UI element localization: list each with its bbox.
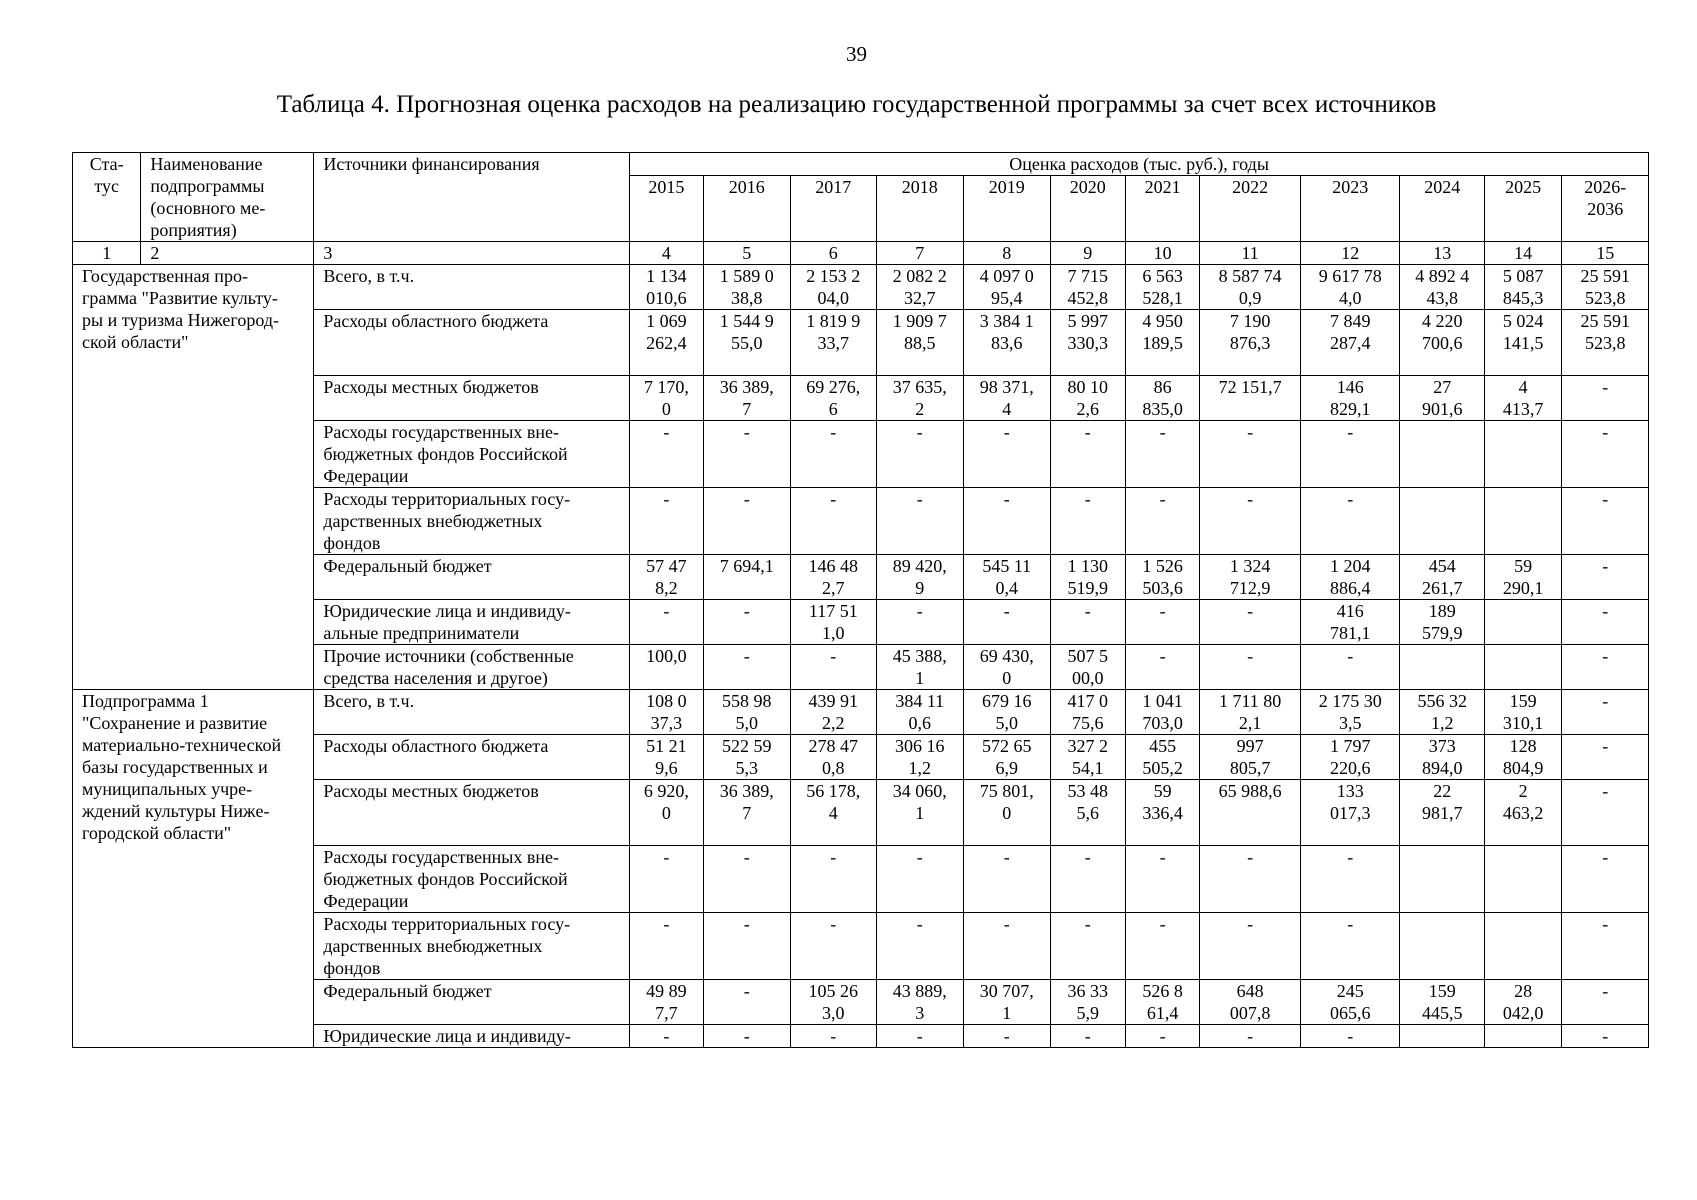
row-value-10: - xyxy=(1125,846,1199,913)
row-value-11: 65 988,6 xyxy=(1200,780,1301,846)
row-value-6: 2 153 2 04,0 xyxy=(791,265,876,310)
row-value-7: - xyxy=(876,913,963,980)
row-value-11: - xyxy=(1200,645,1301,690)
row-value-4: 51 21 9,6 xyxy=(630,735,703,780)
row-value-10: - xyxy=(1125,421,1199,488)
header-year-1: 2015 xyxy=(630,176,703,242)
row-value-10: - xyxy=(1125,645,1199,690)
row-value-8: 69 430, 0 xyxy=(964,645,1050,690)
row-value-6: 105 26 3,0 xyxy=(791,980,876,1025)
row-value-5: - xyxy=(703,846,790,913)
row-value-9: 327 2 54,1 xyxy=(1050,735,1125,780)
row-value-9: - xyxy=(1050,846,1125,913)
row-group-name: Государственная про- грамма "Развитие культу- ры и туризма Нижегород- ской области" xyxy=(73,265,314,690)
row-value-15: - xyxy=(1562,555,1649,600)
row-value-15: 25 591 523,8 xyxy=(1562,310,1649,376)
row-value-6: - xyxy=(791,1025,876,1048)
row-value-12: - xyxy=(1300,913,1400,980)
row-value-14: 4 413,7 xyxy=(1484,376,1561,421)
row-value-13 xyxy=(1400,846,1484,913)
row-value-13: 4 892 4 43,8 xyxy=(1400,265,1484,310)
column-number-14: 14 xyxy=(1484,242,1561,265)
row-value-10: - xyxy=(1125,488,1199,555)
row-value-4: - xyxy=(630,913,703,980)
column-number-1: 1 xyxy=(73,242,141,265)
row-value-8: 679 16 5,0 xyxy=(964,690,1050,735)
row-value-9: - xyxy=(1050,421,1125,488)
column-number-9: 9 xyxy=(1050,242,1125,265)
row-value-4: 1 069 262,4 xyxy=(630,310,703,376)
row-value-12: 416 781,1 xyxy=(1300,600,1400,645)
row-value-9: - xyxy=(1050,1025,1125,1048)
row-value-7: 2 082 2 32,7 xyxy=(876,265,963,310)
row-value-12: 2 175 30 3,5 xyxy=(1300,690,1400,735)
row-value-10: - xyxy=(1125,600,1199,645)
row-value-12: 1 797 220,6 xyxy=(1300,735,1400,780)
row-source-label: Расходы территориальных госу- дарственных внебюджетных фондов xyxy=(314,913,630,980)
row-value-9: 80 10 2,6 xyxy=(1050,376,1125,421)
row-value-6: 146 48 2,7 xyxy=(791,555,876,600)
row-value-7: 306 16 1,2 xyxy=(876,735,963,780)
row-value-13: 159 445,5 xyxy=(1400,980,1484,1025)
table-row xyxy=(73,265,1649,310)
row-value-4: 7 170, 0 xyxy=(630,376,703,421)
row-value-13: 189 579,9 xyxy=(1400,600,1484,645)
row-value-9: 417 0 75,6 xyxy=(1050,690,1125,735)
row-value-5: 36 389, 7 xyxy=(703,376,790,421)
row-value-8: 98 371, 4 xyxy=(964,376,1050,421)
row-value-8: - xyxy=(964,488,1050,555)
row-value-10: - xyxy=(1125,1025,1199,1048)
row-source-label: Юридические лица и индивиду- альные предприниматели xyxy=(314,600,630,645)
row-value-11: 8 587 74 0,9 xyxy=(1200,265,1301,310)
header-year-10: 2024 xyxy=(1400,176,1484,242)
row-value-8: - xyxy=(964,846,1050,913)
row-source-label: Расходы местных бюджетов xyxy=(314,376,630,421)
row-value-10: 6 563 528,1 xyxy=(1125,265,1199,310)
row-source-label: Расходы областного бюджета xyxy=(314,735,630,780)
row-value-9: 1 130 519,9 xyxy=(1050,555,1125,600)
row-value-13: 27 901,6 xyxy=(1400,376,1484,421)
row-value-6: - xyxy=(791,488,876,555)
row-value-8: 4 097 0 95,4 xyxy=(964,265,1050,310)
row-value-5: 1 589 0 38,8 xyxy=(703,265,790,310)
header-year-3: 2017 xyxy=(791,176,876,242)
row-value-11: - xyxy=(1200,488,1301,555)
row-value-11: - xyxy=(1200,846,1301,913)
row-value-5: - xyxy=(703,1025,790,1048)
column-number-2: 2 xyxy=(141,242,314,265)
row-value-14 xyxy=(1484,846,1561,913)
row-value-9: - xyxy=(1050,600,1125,645)
header-year-8: 2022 xyxy=(1200,176,1301,242)
column-number-4: 4 xyxy=(630,242,703,265)
row-value-11: - xyxy=(1200,421,1301,488)
row-value-15: - xyxy=(1562,600,1649,645)
row-value-8: 572 65 6,9 xyxy=(964,735,1050,780)
header-row-top xyxy=(73,153,1649,176)
row-value-9: 53 48 5,6 xyxy=(1050,780,1125,846)
row-value-14 xyxy=(1484,488,1561,555)
row-value-15: - xyxy=(1562,846,1649,913)
row-value-11: - xyxy=(1200,600,1301,645)
row-value-6: 439 91 2,2 xyxy=(791,690,876,735)
row-value-14 xyxy=(1484,421,1561,488)
row-value-8: - xyxy=(964,421,1050,488)
row-value-4: - xyxy=(630,488,703,555)
row-group-name: Подпрограмма 1 "Сохранение и развитие материально-технической базы государственных и муниципальных учре- ждений культуры Нижe- городской области" xyxy=(73,690,314,1048)
table-row xyxy=(73,690,1649,735)
row-value-10: 86 835,0 xyxy=(1125,376,1199,421)
row-value-5: 558 98 5,0 xyxy=(703,690,790,735)
row-value-7: - xyxy=(876,600,963,645)
row-value-15: 25 591 523,8 xyxy=(1562,265,1649,310)
row-value-11: 7 190 876,3 xyxy=(1200,310,1301,376)
row-value-6: 69 276, 6 xyxy=(791,376,876,421)
row-value-11: 997 805,7 xyxy=(1200,735,1301,780)
row-value-9: 7 715 452,8 xyxy=(1050,265,1125,310)
row-value-7: 34 060, 1 xyxy=(876,780,963,846)
row-value-12: - xyxy=(1300,846,1400,913)
row-value-13 xyxy=(1400,1025,1484,1048)
header-column-numbers-row xyxy=(73,242,1649,265)
row-value-13 xyxy=(1400,421,1484,488)
header-year-4: 2018 xyxy=(876,176,963,242)
row-value-15: - xyxy=(1562,1025,1649,1048)
row-value-15: - xyxy=(1562,913,1649,980)
column-number-3: 3 xyxy=(314,242,630,265)
row-source-label: Всего, в т.ч. xyxy=(314,690,630,735)
row-value-6: 278 47 0,8 xyxy=(791,735,876,780)
row-value-4: 1 134 010,6 xyxy=(630,265,703,310)
row-value-9: - xyxy=(1050,488,1125,555)
header-year-2: 2016 xyxy=(703,176,790,242)
row-value-12: 133 017,3 xyxy=(1300,780,1400,846)
header-name: Наименование подпрограммы (основного ме- роприятия) xyxy=(141,153,314,242)
row-value-8: - xyxy=(964,1025,1050,1048)
row-value-10: 1 041 703,0 xyxy=(1125,690,1199,735)
row-value-12: - xyxy=(1300,488,1400,555)
row-source-label: Расходы областного бюджета xyxy=(314,310,630,376)
column-number-8: 8 xyxy=(964,242,1050,265)
row-value-5: - xyxy=(703,913,790,980)
row-value-10: 1 526 503,6 xyxy=(1125,555,1199,600)
row-value-6: 56 178, 4 xyxy=(791,780,876,846)
row-source-label: Прочие источники (собственные средства населения и другое) xyxy=(314,645,630,690)
row-value-8: 30 707, 1 xyxy=(964,980,1050,1025)
header-year-9: 2023 xyxy=(1300,176,1400,242)
column-number-6: 6 xyxy=(791,242,876,265)
row-value-14: 59 290,1 xyxy=(1484,555,1561,600)
row-value-11: - xyxy=(1200,1025,1301,1048)
row-value-14: 128 804,9 xyxy=(1484,735,1561,780)
row-value-12: 245 065,6 xyxy=(1300,980,1400,1025)
column-number-5: 5 xyxy=(703,242,790,265)
expense-estimate-table xyxy=(72,152,1649,1048)
row-value-6: - xyxy=(791,846,876,913)
row-value-7: - xyxy=(876,846,963,913)
row-source-label: Федеральный бюджет xyxy=(314,555,630,600)
row-value-13: 4 220 700,6 xyxy=(1400,310,1484,376)
row-value-15: - xyxy=(1562,980,1649,1025)
header-year-12: 2026- 2036 xyxy=(1562,176,1649,242)
row-value-11: 648 007,8 xyxy=(1200,980,1301,1025)
row-value-15: - xyxy=(1562,421,1649,488)
row-source-label: Расходы государственных вне- бюджетных фондов Российской Федерации xyxy=(314,421,630,488)
row-value-12: - xyxy=(1300,421,1400,488)
row-value-5: 1 544 9 55,0 xyxy=(703,310,790,376)
row-value-7: 43 889, 3 xyxy=(876,980,963,1025)
row-source-label: Расходы государственных вне- бюджетных фондов Российской Федерации xyxy=(314,846,630,913)
row-value-9: 507 5 00,0 xyxy=(1050,645,1125,690)
row-value-6: 117 51 1,0 xyxy=(791,600,876,645)
row-value-10: 526 8 61,4 xyxy=(1125,980,1199,1025)
header-estimate: Оценка расходов (тыс. руб.), годы xyxy=(630,153,1649,176)
row-value-4: 49 89 7,7 xyxy=(630,980,703,1025)
row-value-7: - xyxy=(876,421,963,488)
table-title: Таблица 4. Прогнозная оценка расходов на реализацию государственной программы за счет всех источников xyxy=(276,91,1437,118)
column-number-11: 11 xyxy=(1200,242,1301,265)
page-number: 39 xyxy=(846,42,867,66)
row-value-7: 89 420, 9 xyxy=(876,555,963,600)
row-value-14 xyxy=(1484,1025,1561,1048)
row-value-4: 6 920, 0 xyxy=(630,780,703,846)
row-value-12: - xyxy=(1300,645,1400,690)
row-value-4: - xyxy=(630,421,703,488)
header-status: Ста- тус xyxy=(73,153,141,242)
row-value-5: - xyxy=(703,600,790,645)
row-value-15: - xyxy=(1562,690,1649,735)
row-value-14: 5 087 845,3 xyxy=(1484,265,1561,310)
row-value-8: 3 384 1 83,6 xyxy=(964,310,1050,376)
row-value-6: - xyxy=(791,421,876,488)
row-value-15: - xyxy=(1562,376,1649,421)
row-value-13: 22 981,7 xyxy=(1400,780,1484,846)
row-value-8: 75 801, 0 xyxy=(964,780,1050,846)
row-value-7: - xyxy=(876,488,963,555)
row-value-10: 59 336,4 xyxy=(1125,780,1199,846)
row-value-14: 28 042,0 xyxy=(1484,980,1561,1025)
row-value-15: - xyxy=(1562,645,1649,690)
row-value-11: - xyxy=(1200,913,1301,980)
row-value-5: 36 389, 7 xyxy=(703,780,790,846)
row-value-4: 57 47 8,2 xyxy=(630,555,703,600)
column-number-15: 15 xyxy=(1562,242,1649,265)
header-year-6: 2020 xyxy=(1050,176,1125,242)
row-value-7: - xyxy=(876,1025,963,1048)
row-value-14: 2 463,2 xyxy=(1484,780,1561,846)
row-value-15: - xyxy=(1562,488,1649,555)
header-sources: Источники финансирования xyxy=(314,153,630,242)
row-value-5: - xyxy=(703,488,790,555)
row-value-7: 384 11 0,6 xyxy=(876,690,963,735)
row-value-10: 455 505,2 xyxy=(1125,735,1199,780)
row-value-15: - xyxy=(1562,735,1649,780)
row-value-4: - xyxy=(630,1025,703,1048)
row-value-12: 7 849 287,4 xyxy=(1300,310,1400,376)
row-value-4: 100,0 xyxy=(630,645,703,690)
row-value-14 xyxy=(1484,600,1561,645)
row-value-10: 4 950 189,5 xyxy=(1125,310,1199,376)
row-value-5: - xyxy=(703,645,790,690)
row-value-12: 146 829,1 xyxy=(1300,376,1400,421)
row-value-8: 545 11 0,4 xyxy=(964,555,1050,600)
row-value-9: 36 33 5,9 xyxy=(1050,980,1125,1025)
row-value-8: - xyxy=(964,913,1050,980)
row-source-label: Расходы местных бюджетов xyxy=(314,780,630,846)
row-value-10: - xyxy=(1125,913,1199,980)
row-value-14: 159 310,1 xyxy=(1484,690,1561,735)
row-value-7: 1 909 7 88,5 xyxy=(876,310,963,376)
row-value-6: - xyxy=(791,645,876,690)
column-number-12: 12 xyxy=(1300,242,1400,265)
row-value-15: - xyxy=(1562,780,1649,846)
row-source-label: Расходы территориальных госу- дарственных внебюджетных фондов xyxy=(314,488,630,555)
row-value-5: 7 694,1 xyxy=(703,555,790,600)
row-value-5: - xyxy=(703,421,790,488)
header-year-7: 2021 xyxy=(1125,176,1199,242)
row-value-11: 1 711 80 2,1 xyxy=(1200,690,1301,735)
row-value-12: - xyxy=(1300,1025,1400,1048)
row-value-13: 556 32 1,2 xyxy=(1400,690,1484,735)
row-value-13: 454 261,7 xyxy=(1400,555,1484,600)
row-value-6: - xyxy=(791,913,876,980)
row-value-12: 1 204 886,4 xyxy=(1300,555,1400,600)
row-value-13 xyxy=(1400,913,1484,980)
row-value-11: 72 151,7 xyxy=(1200,376,1301,421)
row-value-13 xyxy=(1400,645,1484,690)
row-value-14 xyxy=(1484,913,1561,980)
row-value-6: 1 819 9 33,7 xyxy=(791,310,876,376)
row-value-5: 522 59 5,3 xyxy=(703,735,790,780)
row-value-7: 45 388, 1 xyxy=(876,645,963,690)
row-value-13 xyxy=(1400,488,1484,555)
row-source-label: Юридические лица и индивиду- xyxy=(314,1025,630,1048)
row-value-8: - xyxy=(964,600,1050,645)
row-value-9: 5 997 330,3 xyxy=(1050,310,1125,376)
row-value-14: 5 024 141,5 xyxy=(1484,310,1561,376)
column-number-7: 7 xyxy=(876,242,963,265)
row-value-11: 1 324 712,9 xyxy=(1200,555,1301,600)
row-value-4: - xyxy=(630,600,703,645)
row-value-7: 37 635, 2 xyxy=(876,376,963,421)
row-value-5: - xyxy=(703,980,790,1025)
row-value-9: - xyxy=(1050,913,1125,980)
row-value-13: 373 894,0 xyxy=(1400,735,1484,780)
header-year-5: 2019 xyxy=(964,176,1050,242)
header-year-11: 2025 xyxy=(1484,176,1561,242)
row-value-14 xyxy=(1484,645,1561,690)
row-source-label: Федеральный бюджет xyxy=(314,980,630,1025)
row-value-4: 108 0 37,3 xyxy=(630,690,703,735)
row-value-12: 9 617 78 4,0 xyxy=(1300,265,1400,310)
column-number-10: 10 xyxy=(1125,242,1199,265)
row-value-4: - xyxy=(630,846,703,913)
column-number-13: 13 xyxy=(1400,242,1484,265)
row-source-label: Всего, в т.ч. xyxy=(314,265,630,310)
